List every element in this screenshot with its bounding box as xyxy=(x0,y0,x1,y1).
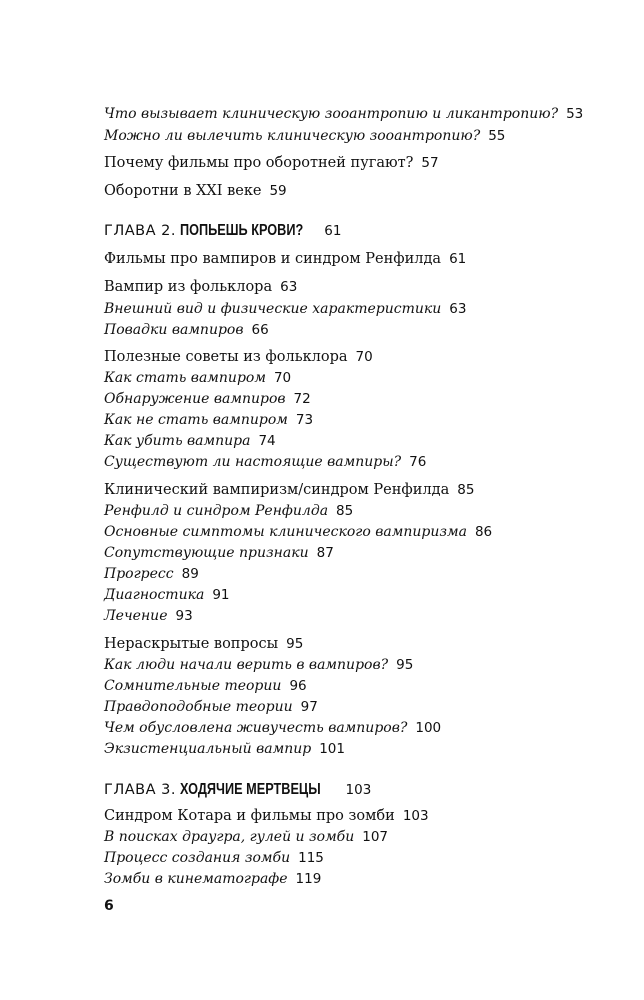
entry-page-number: 70 xyxy=(273,370,292,386)
entry-title: Вампир из фольклора xyxy=(104,279,273,295)
chapter-prefix: ГЛАВА 2. xyxy=(104,223,176,239)
chapter-title: ПОПЬЕШЬ КРОВИ? xyxy=(179,222,304,239)
entry-title: Внешний вид и физические характеристики xyxy=(104,301,442,317)
entry-page-number: 59 xyxy=(269,183,287,199)
toc-entry xyxy=(104,347,373,367)
toc-entry xyxy=(104,299,466,319)
entry-title: Как люди начали верить в вампиров? xyxy=(104,657,389,673)
entry-page-number: 86 xyxy=(474,524,493,540)
entry-title: Клинический вампиризм/синдром Ренфилда xyxy=(104,482,450,498)
entry-title: Прогресс xyxy=(104,566,174,582)
entry-title: Фильмы про вампиров и синдром Ренфилда xyxy=(104,251,442,267)
entry-page-number: 74 xyxy=(258,433,276,449)
entry-page-number: 87 xyxy=(316,545,334,561)
entry-page-number: 72 xyxy=(293,391,311,407)
entry-title: Полезные советы из фольклора xyxy=(104,349,348,365)
toc-entry xyxy=(104,501,353,521)
toc-entry xyxy=(104,606,193,626)
entry-title: Экзистенциальный вампир xyxy=(104,741,312,757)
chapter-title: ХОДЯЧИЕ МЕРТВЕЦЫ xyxy=(179,781,321,798)
toc-entry xyxy=(104,869,321,889)
entry-title: Процесс создания зомби xyxy=(104,850,291,866)
toc-entry xyxy=(104,368,291,388)
toc-entry xyxy=(104,452,426,472)
entry-title: Ренфилд и синдром Ренфилда xyxy=(104,503,329,519)
toc-entry xyxy=(104,806,429,826)
entry-title: Как не стать вампиром xyxy=(104,412,288,428)
toc-entry xyxy=(104,634,303,654)
entry-title: Синдром Котара и фильмы про зомби xyxy=(104,808,395,824)
entry-title: Основные симптомы клинического вампиризма xyxy=(104,524,467,540)
toc-entry xyxy=(104,126,505,146)
toc-entry xyxy=(104,153,439,173)
entry-page-number: 107 xyxy=(362,829,389,845)
toc-entry xyxy=(104,410,313,430)
entry-page-number: 61 xyxy=(324,223,342,239)
entry-title: Существуют ли настоящие вампиры? xyxy=(104,454,402,470)
entry-title: Чем обусловлена живучесть вампиров? xyxy=(104,720,408,736)
chapter-heading xyxy=(104,780,371,800)
entry-title: Повадки вампиров xyxy=(104,322,244,338)
entry-page-number: 91 xyxy=(212,587,230,603)
entry-page-number: 55 xyxy=(488,128,506,144)
toc-entry xyxy=(104,181,287,201)
chapter-prefix: ГЛАВА 3. xyxy=(104,782,176,798)
entry-page-number: 53 xyxy=(566,106,584,122)
entry-title: Сопутствующие признаки xyxy=(104,545,309,561)
entry-page-number: 63 xyxy=(280,279,298,295)
entry-title: Правдоподобные теории xyxy=(104,699,293,715)
entry-title: Почему фильмы про оборотней пугают? xyxy=(104,155,414,171)
toc-entry xyxy=(104,676,307,696)
entry-page-number: 95 xyxy=(286,636,304,652)
entry-title: Диагностика xyxy=(104,587,205,603)
entry-page-number: 61 xyxy=(449,251,467,267)
entry-page-number: 115 xyxy=(298,850,324,866)
entry-title: Нераскрытые вопросы xyxy=(104,636,279,652)
entry-title: Оборотни в XXI веке xyxy=(104,183,262,199)
entry-page-number: 93 xyxy=(175,608,193,624)
entry-title: В поисках драугра, гулей и зомби xyxy=(104,829,355,845)
toc-entry xyxy=(104,277,297,297)
entry-page-number: 63 xyxy=(449,301,467,317)
toc-entry xyxy=(104,655,413,675)
entry-title: Сомнительные теории xyxy=(104,678,282,694)
entry-title: Лечение xyxy=(104,608,168,624)
entry-page-number: 101 xyxy=(319,741,345,757)
toc-entry xyxy=(104,480,474,500)
entry-title: Можно ли вылечить клиническую зооантропию? xyxy=(104,128,481,144)
toc-entry xyxy=(104,389,311,409)
entry-title: Обнаружение вампиров xyxy=(104,391,286,407)
entry-page-number: 70 xyxy=(355,349,373,365)
toc-entry xyxy=(104,564,199,584)
entry-title: Что вызывает клиническую зооантропию и ликантропию? xyxy=(104,106,559,122)
toc-entry xyxy=(104,522,492,542)
entry-title: Зомби в кинематографе xyxy=(104,871,288,887)
entry-page-number: 85 xyxy=(336,503,354,519)
entry-title: Как стать вампиром xyxy=(104,370,266,386)
entry-page-number: 66 xyxy=(251,322,269,338)
toc-entry xyxy=(104,104,583,124)
entry-page-number: 96 xyxy=(289,678,307,694)
entry-page-number: 85 xyxy=(457,482,475,498)
toc-entry xyxy=(104,739,345,759)
entry-page-number: 89 xyxy=(181,566,199,582)
toc-entry xyxy=(104,249,466,269)
entry-page-number: 103 xyxy=(345,782,372,798)
entry-page-number: 76 xyxy=(409,454,427,470)
toc-entry xyxy=(104,827,388,847)
entry-page-number: 57 xyxy=(421,155,439,171)
toc-entry xyxy=(104,585,230,605)
entry-page-number: 97 xyxy=(300,699,318,715)
toc-entry xyxy=(104,848,324,868)
entry-page-number: 100 xyxy=(415,720,442,736)
toc-entry xyxy=(104,320,269,340)
entry-page-number: 103 xyxy=(402,808,429,824)
entry-title: Как убить вампира xyxy=(104,433,251,449)
chapter-heading xyxy=(104,221,341,241)
entry-page-number: 119 xyxy=(295,871,322,887)
toc-entry xyxy=(104,697,318,717)
page-number: 6 xyxy=(104,898,114,914)
toc-entry xyxy=(104,718,441,738)
entry-page-number: 73 xyxy=(295,412,314,428)
toc-entry xyxy=(104,543,334,563)
toc-entry xyxy=(104,431,276,451)
entry-page-number: 95 xyxy=(396,657,414,673)
